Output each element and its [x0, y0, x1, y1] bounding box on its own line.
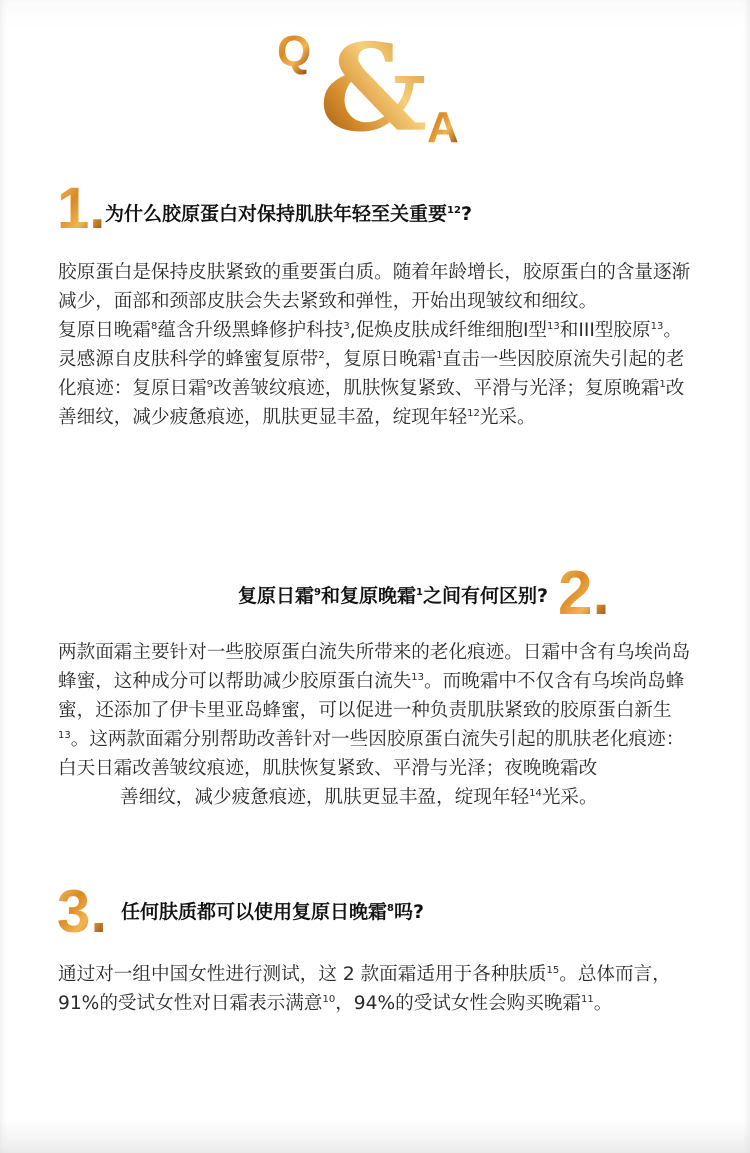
question-3-title: 任何肤质都可以使用复原日晚霜$^8$吗? [121, 901, 425, 923]
question-3-heading [57, 878, 425, 945]
question-1-heading [57, 176, 472, 241]
logo-ampersand: & [319, 18, 428, 159]
answer-3 [58, 960, 698, 1018]
logo-a: A [427, 103, 459, 152]
question-1-title: 为什么胶原蛋白对保持肌肤年轻至关重要$^{12}$? [105, 203, 472, 225]
qa-logo [275, 18, 475, 159]
logo-q: Q [277, 27, 312, 76]
answer-1-paragraph: 胶原蛋白是保持皮肤紧致的重要蛋白质。随着年龄增长，胶原蛋白的含量逐渐减少，面部和颈部皮肤会失去紧致和弹性，开始出现皱纹和细纹。 [58, 262, 691, 312]
qa-logo-graphic [275, 18, 475, 159]
question-2-number [558, 559, 620, 628]
svg-text:2.: 2. [558, 559, 610, 628]
question-1-number [57, 176, 106, 241]
answer-2 [58, 638, 698, 812]
question-3-number [57, 878, 117, 945]
answer-2-paragraph: 两款面霜主要针对一些胶原蛋白流失所带来的老化痕迹。日霜中含有乌埃尚岛蜂蜜，这种成分可以帮助减少胶原蛋白流失$^{13}$。而晚霜中不仅含有乌埃尚岛蜂蜜，还添加了伊卡里亚岛蜂蜜，可以促进一种负责肌肤紧致的胶原蛋白新生$^{13}$。这两款面霜分别帮助改善针对一些因胶原蛋白流失引起的肌肤老化痕迹：白天日霜改善皱纹痕迹，肌肤恢复紧致、平滑与光泽；夜晚晚霜改 [58, 642, 691, 779]
answer-1 [58, 258, 698, 432]
answer-3-paragraph: 通过对一组中国女性进行测试，这 2 款面霜适用于各种肤质$^{15}$。总体而言，91%的受试女性对日霜表示满意$^{10}$，94%的受试女性会购买晚霜$^{11}$。 [58, 964, 671, 1014]
svg-text:1.: 1. [57, 176, 106, 241]
answer-1-paragraph: 复原日晚霜$^8$蕴含升级黑蜂修护科技$^3$,促焕皮肤成纤维细胞I型$^{13}$和III型胶原$^{13}$。 [58, 320, 682, 341]
question-2-heading [238, 559, 620, 628]
answer-2-last-line: 善细纹，减少疲惫痕迹，肌肤更显丰盈，绽现年轻$^{14}$光采。 [120, 787, 598, 808]
answer-1-paragraph: 灵感源自皮肤科学的蜂蜜复原带$^2$，复原日晚霜$^1$直击一些因胶原流失引起的老化痕迹：复原日霜$^9$改善皱纹痕迹，肌肤恢复紧致、平滑与光泽；复原晚霜$^1$改善细纹，减少疲惫痕迹，肌肤更显丰盈，绽现年轻$^{12}$光采。 [58, 349, 685, 428]
question-2-title: 复原日霜$^9$和复原晚霜$^1$之间有何区别? [238, 585, 548, 607]
svg-text:3.: 3. [57, 878, 108, 945]
